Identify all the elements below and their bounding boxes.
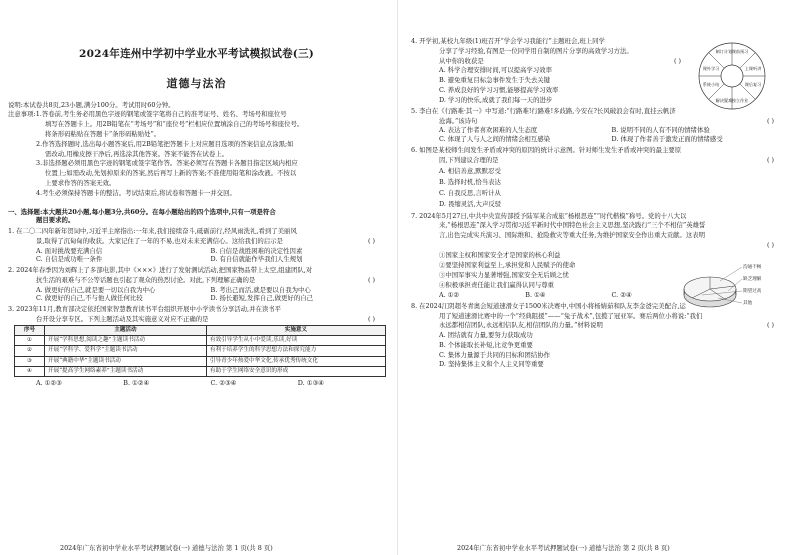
options-row (8, 286, 385, 294)
option: B. 说明不同的人有不同的情绪体验 (611, 126, 710, 135)
table-row (15, 346, 386, 356)
option: A. 科学合理安排时间,可以提高学习效率 (439, 66, 552, 75)
option: D. 扬长避短,发挥自己,做更好的自己 (210, 293, 313, 302)
option: D. 畏缩灵活,大声反驳 (439, 200, 502, 209)
option: B. 个体能取长补短,比竞争更重要 (439, 340, 533, 349)
answer-paren: ( ) (367, 314, 375, 323)
study-method-wheel (696, 40, 768, 112)
question-stem: 6. 如图是某校师生间发生矛盾或冲突的原因的统计示意图。针对师生发生矛盾或冲突的最主要原 (411, 145, 682, 154)
table-header: 序号 (15, 326, 45, 336)
option: C. 体现了人与人之间的情绪会相互感染 (439, 134, 550, 143)
question-stem: 言,出色完成实兵演习、国际维和、抢险救灾等重大任务,为维护国家安全作出重大贡献。这表明 (439, 231, 706, 240)
option: B. ①④ (525, 290, 546, 299)
option: C. 自信是成功唯一条件 (36, 254, 103, 263)
wheel-label: 制订计划 (715, 49, 733, 54)
instruction-line: 需改动,用橡皮擦干净后,再选涂其他答案。答案不能答在试卷上。 (45, 149, 228, 158)
table-cell: 引导青少年热爱中华文化,传承优秀传统文化 (206, 356, 385, 366)
question-stem: 用了短道速滑比赛中的一个“经典阻援”——“兔子战术”,包揽了冠亚军。赛后两位小将说:“我们 (439, 311, 703, 320)
conflict-cause-chart (680, 257, 776, 319)
pie-label: 缺乏理解 (743, 277, 762, 282)
instruction-line: 位置上;如需改动,先划掉原来的答案,然后再写上新的答案;不准使用铅笔和涂改液。不按以 (45, 169, 297, 178)
page-footer: 2024年广东省初中学业水平考试押题试卷(一) 道德与法治 第 2 页(共 8 页) (457, 543, 670, 552)
answer-paren: ( ) (367, 237, 375, 245)
section-heading-line: 题目要求的。 (36, 216, 75, 225)
wheel-label: 课前预习 (731, 49, 749, 54)
option: C. 自我反思,言听计从 (439, 189, 501, 198)
option: B. 自信是战胜困难的决定性因素 (210, 246, 303, 255)
table-cell: 有效引导学生从小中爱读,乐读,好读 (206, 336, 385, 346)
exam-page-2 (397, 0, 794, 555)
answer-paren: ( ) (367, 275, 375, 284)
question-stem: 5. 李白在《行路难·其一》中写道:“行路难!行路难!多歧路,今安在?长风破浪会有时,直挂云帆济 (411, 106, 676, 115)
table-header: 实施意义 (206, 326, 385, 336)
answer-paren: ( ) (766, 116, 774, 125)
question-2 (8, 266, 385, 302)
instruction-line: 填写在答题卡上。用2B铅笔在“考场号”和“座位号”栏相应位置填涂自己的考场号和座位号。 (45, 120, 304, 129)
question-stem: 7. 2024年5月27日,中共中央宣传部授予陆军某合成旅“杨根思连”“时代楷模”称号。党的十八大以 (411, 211, 687, 220)
table-row (15, 366, 386, 376)
statement: ③中国军事实力显著增强,国家安全无后顾之忧 (439, 271, 569, 280)
pie-label: 其他 (743, 301, 753, 306)
table-cell: ② (15, 346, 45, 356)
table-cell: ③ (15, 356, 45, 366)
option: B. 考出己而活,就是要以自我为中心 (210, 285, 311, 294)
options-row (411, 126, 784, 134)
options-row (8, 247, 385, 255)
option: A. 团结就有力量,要努力获取成功 (439, 331, 533, 340)
option: B. ①②④ (123, 378, 150, 387)
statement: ②要坚持国家利益至上,承担党和人民赋予的使命 (439, 261, 576, 270)
table-cell: 开展“学科学、爱科学”主题读书活动 (45, 346, 207, 356)
table-cell: 开展“提高学生网络素养”主题读书活动 (45, 366, 207, 376)
pie-label: 沟通不畅 (743, 265, 762, 270)
option: B. 选择时机,恰当表达 (439, 177, 501, 186)
question-3 (8, 305, 385, 387)
instruction-line: 将条形码粘贴在答题卡“条形码粘贴处”。 (45, 129, 161, 138)
options-row (8, 255, 385, 263)
table-cell: 开展“学科思想,阅读之趣”主题读书活动 (45, 336, 207, 346)
instruction-line: 上要求作答的答案无效。 (45, 178, 116, 187)
question-stem: 1. 在二〇二四年新年贺词中,习近平主席指出:一年来,我们接续奋斗,砥砺前行,经风雨洗礼,看到了美丽风 (8, 227, 297, 236)
table-cell: 有助于学生网络安全意识的形成 (206, 366, 385, 376)
answer-paren: ( ) (766, 240, 774, 249)
pie-label: 期望过高 (743, 289, 762, 294)
question-stem: 景,取得了沉甸甸的收获。大家记住了一年的不易,也对未来充满信心。这给我们的启示是 ( ) (8, 237, 385, 245)
question-stem: 永远都相信团队,永远相信队友,相信团队的力量。”材料说明 ( ) (411, 321, 784, 329)
options-row (8, 294, 385, 302)
option: D. ①③④ (297, 378, 324, 387)
answer-paren: ( ) (766, 155, 774, 164)
question-stem: 3. 2023年11月,教育部决定依托国家智慧教育读书平台组织开展中小学读书分享活动,并在读书平 (8, 305, 282, 314)
question-stem: 2. 2024年春季因为刘辉上了多部电影,其中《×××》进行了发射测试活动,把国家物品带上太空,组建团队,对 (8, 266, 313, 275)
table-cell: ④ (15, 366, 45, 376)
option: A. 表达了作者喜欢困难的人生态度 (439, 126, 538, 135)
question-stem: 4. 开学初,某校九年级(1)班召开“学会学习我能行”主题班会,班上同学 (411, 37, 605, 45)
option: D. 学习的快乐,成就了我们每一天的进步 (439, 95, 553, 104)
question-stem: 从中你的收获是 ( ) (411, 57, 691, 65)
option: D. 体现了作者善于激发正面的情绪感受 (611, 134, 723, 143)
page-footer: 2024年广东省初中学业水平考试押题试卷(一) 道德与法治 第 1 页(共 8 页) (60, 543, 273, 552)
table-row (15, 336, 386, 346)
wheel-label: 独立作业 (731, 98, 749, 103)
answer-paren-line (411, 241, 784, 250)
option: B. 避免重复目标急事件发生于失去关键 (439, 76, 551, 85)
statement: ①国家主权和国家安全才是国家的核心利益 (439, 251, 561, 260)
answer-paren: ( ) (766, 321, 774, 330)
options-row (8, 379, 385, 387)
wheel-label: 课后复习 (744, 82, 762, 87)
question-6 (411, 146, 784, 209)
option: C. 做更好的自己,不与他人做任何比较 (36, 293, 143, 302)
question-stem: 沧海。”该诗句 ( ) (411, 117, 784, 125)
instruction-line: 3.非选择题必须用黑色字迹的钢笔或签字笔作答。答案必须写在答题卡各题目指定区域内相应 (36, 159, 298, 168)
option: A. ①②③ (36, 378, 62, 387)
instruction-line: 注意事项:1.答卷前,考生务必用黑色字迹的钢笔或签字笔将自己的准考证号、姓名、考场号和座位号 (8, 110, 287, 119)
table-cell: ① (15, 336, 45, 346)
question-stem: 抗生活的艰难与不公等话题也引起了观众的热烈讨论。对此,下列理解正确的是 ( ) (8, 276, 385, 284)
statement: ④积极承担责任能让我们赢得认同与尊重 (439, 280, 555, 289)
option: C. ②④ (611, 290, 632, 299)
option: A. 相信善意,默默忍受 (439, 166, 501, 175)
table-cell: 有利于培养学生的科学思想方法和探究能力 (206, 346, 385, 356)
exam-title: 2024年连州中学初中学业水平考试模拟试卷(三) (79, 48, 314, 60)
option: A. 面对挑战要充满自信 (36, 246, 103, 255)
wheel-label: 系统小结 (702, 82, 720, 87)
wheel-label: 课外学习 (702, 66, 720, 71)
question-5 (411, 107, 784, 143)
question-1 (8, 227, 385, 263)
question-stem: 来,“杨根思连”深入学习贯彻习近平新时代中国特色社会主义思想,坚决践行“三个不相信”英雄誓 (439, 221, 706, 230)
question-stem: 台开设分享专区。下列主题活动及其实施意义对应不正确的是 ( ) (8, 315, 385, 323)
exam-note: 说明:本试卷共8页,23小题,满分100分。考试用时60分钟。 (8, 100, 175, 109)
question-stem: 因,下列建议合理的是 ( ) (411, 156, 784, 164)
instruction-line: 2.作答选择题时,选出每小题答案后,用2B铅笔把答题卡上对应题目选项的答案信息点涂黑;如 (36, 139, 294, 148)
activity-table (14, 325, 386, 377)
table-row (15, 356, 386, 366)
table-cell: 开展“典籍中华”主题读书活动 (45, 356, 207, 366)
wheel-label: 解决疑难 (715, 98, 733, 103)
table-header: 主题活动 (45, 326, 207, 336)
question-stem: 分享了学习经验,有图是一位同学用自制的图片分享的高效学习方法。 (439, 46, 633, 55)
option: D. 有自信就能作毕我们人生规划 (210, 254, 303, 263)
exam-subject: 道德与法治 (166, 76, 227, 90)
option: C. 集体力量源于共同的目标和团结协作 (439, 350, 550, 359)
wheel-label: 上课听讲 (744, 66, 762, 71)
option: C. 养成良好的学习习惯,能够提高学习效率 (439, 85, 559, 94)
instruction-line: 4.考生必须保持答题卡的整洁。考试结束后,将试卷和答题卡一并交回。 (36, 188, 236, 197)
option: A. 做更好的自己,就是要一切以自我为中心 (36, 285, 156, 294)
options-row (411, 135, 784, 143)
section-heading-line: 一、选择题:本大题共20小题,每小题3分,共60分。在每小题给出的四个选项中,只有一项是符合 (8, 207, 276, 216)
question-stem: 8. 在2024江阴超冬青奥会短道速滑女子1500米决赛中,中国小将杨婧茹和队友李金爸完美配合,运 (411, 301, 686, 310)
section-heading (8, 208, 385, 224)
option: C. ②③④ (210, 378, 237, 387)
option: A. ①② (439, 290, 460, 299)
answer-paren: ( ) (673, 56, 681, 65)
option: D. 坚持集体主义和个人主义同等重要 (439, 360, 544, 369)
